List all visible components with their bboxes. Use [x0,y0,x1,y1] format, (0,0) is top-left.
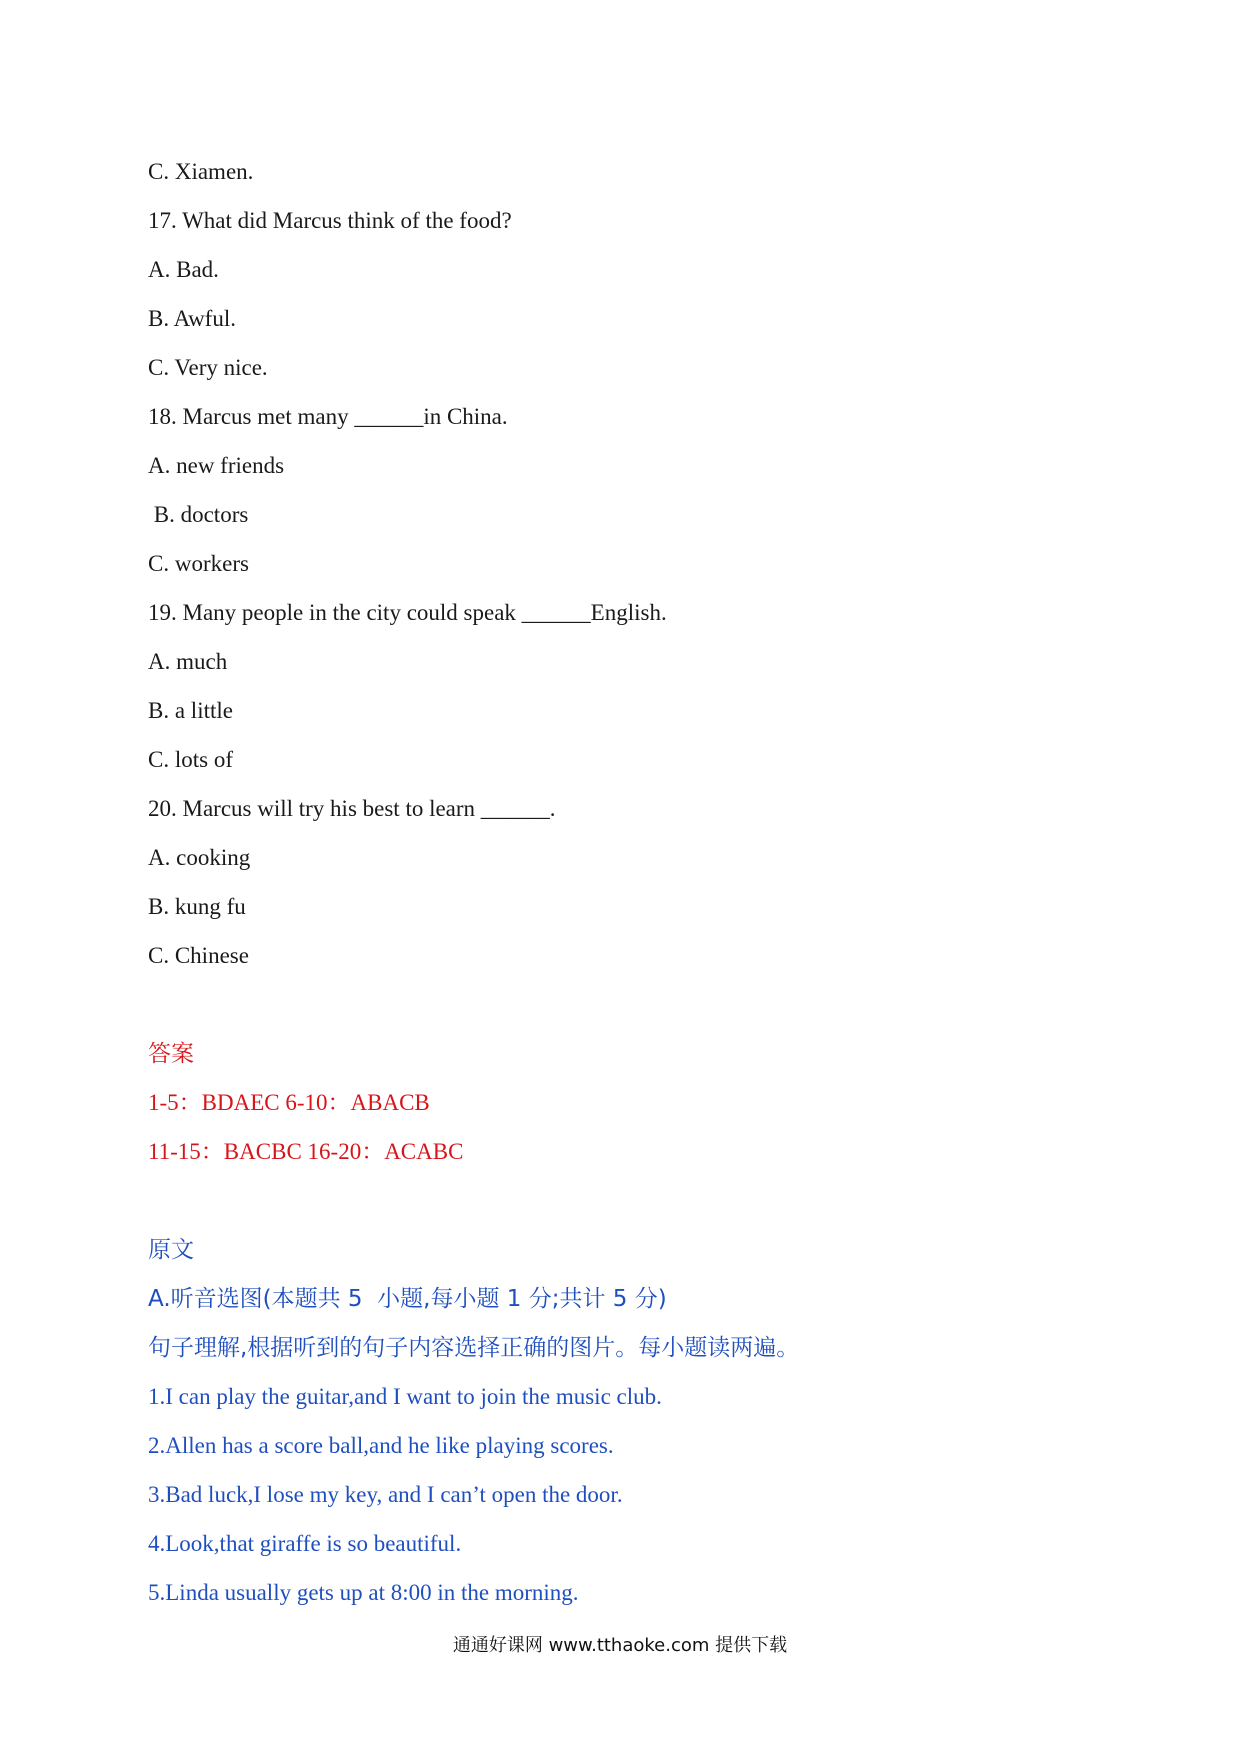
question-18: 18. Marcus met many ______in China. [148,404,508,429]
option-a-18: A. new friends [148,453,285,478]
answer-heading: 答案 [148,1041,194,1067]
option-a-19: A. much [148,649,228,674]
transcript-heading: 原文 [148,1237,194,1263]
option-b-19: B. a little [148,698,233,723]
option-c-19: C. lots of [148,747,233,772]
answer-line-2: 11-15：BACBC 16-20：ACABC [148,1139,464,1164]
option-a-20: A. cooking [148,845,251,870]
question-19: 19. Many people in the city could speak ______English. [148,600,667,625]
answer-line-1: 1-5：BDAEC 6-10：ABACB [148,1090,430,1115]
question-17: 17. What did Marcus think of the food? [148,208,512,233]
option-c-17: C. Very nice. [148,355,268,380]
transcript-sentence-1: 1.I can play the guitar,and I want to join the music club. [148,1384,662,1409]
section-instruction: 句子理解,根据听到的句子内容选择正确的图片。每小题读两遍。 [148,1335,800,1361]
transcript-sentence-2: 2.Allen has a score ball,and he like playing scores. [148,1433,614,1458]
page-footer: 通通好课网 www.tthaoke.com 提供下载 [452,1635,788,1656]
option-c-16: C. Xiamen. [148,159,254,184]
option-c-20: C. Chinese [148,943,249,968]
transcript-sentence-5: 5.Linda usually gets up at 8:00 in the morning. [148,1580,579,1605]
option-b-18: B. doctors [148,502,249,527]
option-c-18: C. workers [148,551,249,576]
option-b-20: B. kung fu [148,894,246,919]
option-a-17: A. Bad. [148,257,219,282]
question-20: 20. Marcus will try his best to learn ______. [148,796,556,821]
option-b-17: B. Awful. [148,306,236,331]
section-title: A.听音选图(本题共 5 小题,每小题 1 分;共计 5 分) [148,1286,667,1312]
transcript-sentence-3: 3.Bad luck,I lose my key, and I can’t open the door. [148,1482,623,1507]
transcript-sentence-4: 4.Look,that giraffe is so beautiful. [148,1531,462,1556]
